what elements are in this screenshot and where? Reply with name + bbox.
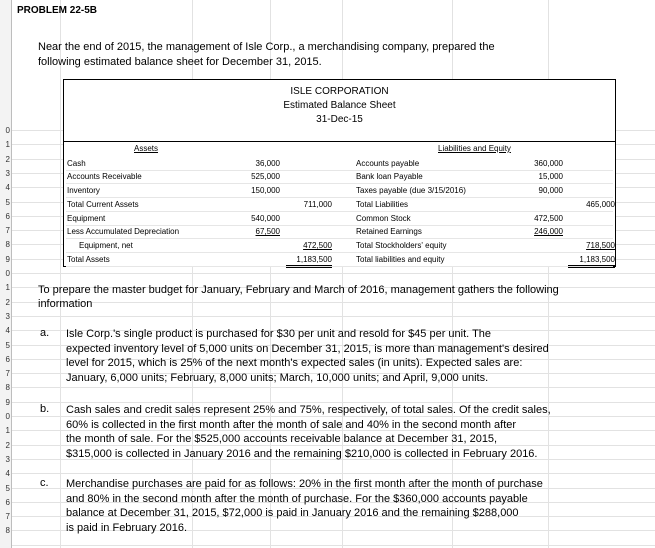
row-number: 5 — [5, 483, 10, 493]
item-a-label: a. — [40, 327, 50, 339]
problem-heading: PROBLEM 22-5B — [17, 5, 98, 16]
balance-sheet-row-line — [66, 266, 613, 267]
statement-title: Estimated Balance Sheet — [283, 100, 396, 111]
item-a-line: expected inventory level of 5,000 units on December 31, 2015, is more than management's desired — [66, 342, 549, 355]
asset-label: Equipment, net — [79, 241, 133, 250]
asset-label: Inventory — [67, 186, 100, 195]
balance-sheet-row-line — [66, 211, 613, 212]
asset-amount: 36,000 — [255, 159, 280, 168]
row-number: 8 — [5, 240, 10, 250]
prepare-line-2: information — [38, 298, 93, 310]
asset-amount: 525,000 — [251, 172, 280, 181]
grid-row-line — [12, 316, 655, 317]
balance-sheet-box — [63, 79, 616, 267]
liability-label: Total Liabilities — [356, 200, 409, 209]
liability-label: Accounts payable — [356, 159, 420, 168]
row-number: 6 — [5, 354, 10, 364]
statement-date: 31-Dec-15 — [316, 114, 363, 125]
row-number: 0 — [5, 126, 10, 135]
item-b-line: $315,000 is collected in January 2016 and the remaining $210,000 is collected in February 2016. — [66, 447, 538, 460]
asset-label: Total Current Assets — [67, 200, 139, 209]
asset-label: Equipment — [67, 214, 106, 223]
row-number: 1 — [5, 283, 10, 293]
row-number: 5 — [5, 340, 10, 350]
liability-total: 465,000 — [586, 200, 615, 209]
asset-amount: 150,000 — [251, 186, 280, 195]
balance-sheet-row-line — [66, 197, 613, 198]
liability-label: Total liabilities and equity — [356, 255, 445, 264]
item-a-line: Isle Corp.'s single product is purchased for $30 per unit and resold for $45 per unit. The — [66, 328, 492, 340]
assets-header: Assets — [134, 144, 159, 153]
item-a-line: level for 2015, which is 25% of the next month's expected sales (in units). Expected sales are: — [66, 357, 523, 369]
item-b-line: the month of sale. For the $525,000 accounts receivable balance at December 31, 2015, — [66, 433, 498, 445]
prepare-line-1: To prepare the master budget for January, February and March of 2016, management gathers the following — [38, 284, 559, 296]
liability-label: Common Stock — [356, 214, 411, 223]
asset-amount: 67,500 — [255, 227, 280, 236]
item-c-line: is paid in February 2016. — [66, 521, 188, 534]
item-b-line: 60% is collected in the first month after the month of sale and 40% in the second month after — [66, 418, 517, 431]
row-number: 4 — [5, 183, 10, 193]
row-number: 5 — [5, 197, 10, 207]
grid-row-line — [12, 302, 655, 303]
item-b-label: b. — [40, 403, 50, 415]
item-c-line: Merchandise purchases are paid for as follows: 20% in the first month after the month of purchase — [66, 478, 543, 490]
row-number: 9 — [5, 254, 10, 264]
intro-line-2: following estimated balance sheet for December 31, 2015. — [38, 56, 322, 68]
liability-label: Bank loan Payable — [356, 172, 423, 181]
row-number-gutter — [0, 0, 12, 548]
row-number: 2 — [5, 297, 10, 307]
balance-sheet-row-line — [66, 252, 613, 253]
row-number: 0 — [5, 269, 10, 278]
grid-row-line — [12, 545, 655, 546]
grid-column-line — [60, 0, 61, 548]
asset-label: Cash — [67, 159, 86, 168]
row-number: 1 — [5, 426, 10, 436]
item-c-line: and 80% in the second month after the month of purchase. For the $360,000 accounts payable — [66, 492, 528, 505]
liability-label: Total Stockholders' equity — [356, 241, 447, 250]
liability-total: 1,183,500 — [579, 255, 615, 264]
balance-sheet-row-line — [66, 170, 613, 171]
row-number: 4 — [5, 469, 10, 479]
liability-label: Retained Earnings — [356, 227, 422, 236]
liability-amount: 15,000 — [538, 172, 563, 181]
grid-row-line — [12, 473, 655, 474]
liability-amount: 472,500 — [534, 214, 563, 223]
liability-amount: 360,000 — [534, 159, 563, 168]
row-number: 4 — [5, 326, 10, 336]
company-name: ISLE CORPORATION — [290, 86, 389, 97]
row-number: 7 — [5, 369, 10, 379]
grid-row-line — [12, 273, 655, 274]
item-c-label: c. — [40, 477, 49, 489]
total-double-underline — [286, 265, 332, 268]
asset-total: 711,000 — [303, 200, 332, 209]
liability-label: Taxes payable (due 3/15/2016) — [356, 186, 466, 195]
row-number: 8 — [5, 383, 10, 393]
balance-sheet-title-block — [64, 80, 615, 142]
liability-total: 718,500 — [586, 241, 615, 250]
row-number: 3 — [5, 168, 10, 178]
item-c-line: balance at December 31, 2015, $72,000 is paid in January 2016 and the remaining $288,000 — [66, 507, 519, 519]
item-a-text — [66, 327, 549, 385]
asset-label: Total Assets — [67, 255, 110, 264]
asset-amount: 540,000 — [251, 214, 280, 223]
row-number: 3 — [5, 454, 10, 464]
liability-amount: 90,000 — [538, 186, 563, 195]
intro-line-1: Near the end of 2015, the management of Isle Corp., a merchandising company, prepared the — [38, 41, 495, 53]
asset-total: 1,183,500 — [296, 255, 332, 264]
row-number: 8 — [5, 526, 10, 536]
row-number: 9 — [5, 397, 10, 407]
balance-sheet-row-line — [66, 183, 613, 184]
asset-label: Less Accumulated Depreciation — [67, 227, 180, 236]
row-number: 0 — [5, 412, 10, 421]
asset-total: 472,500 — [303, 241, 332, 250]
liability-amount: 246,000 — [534, 227, 563, 236]
item-a-line: January, 6,000 units; February, 8,000 units; March, 10,000 units; and April, 9,000 units. — [66, 371, 489, 384]
row-number: 7 — [5, 226, 10, 236]
row-number: 2 — [5, 154, 10, 164]
row-number: 1 — [5, 140, 10, 150]
row-number: 6 — [5, 497, 10, 507]
item-b-line: Cash sales and credit sales represent 25% and 75%, respectively, of total sales. Of the credit sales, — [66, 404, 551, 416]
balance-sheet-row-line — [66, 238, 613, 239]
row-number: 7 — [5, 512, 10, 522]
asset-label: Accounts Receivable — [67, 172, 142, 181]
item-c-text — [66, 477, 543, 535]
balance-sheet-row-line — [66, 225, 613, 226]
grid-row-line — [12, 387, 655, 388]
row-number: 3 — [5, 311, 10, 321]
liabilities-equity-header: Liabilities and Equity — [438, 144, 511, 153]
row-number: 6 — [5, 211, 10, 221]
row-number: 2 — [5, 440, 10, 450]
item-b-text — [66, 403, 551, 461]
total-double-underline — [568, 265, 615, 268]
